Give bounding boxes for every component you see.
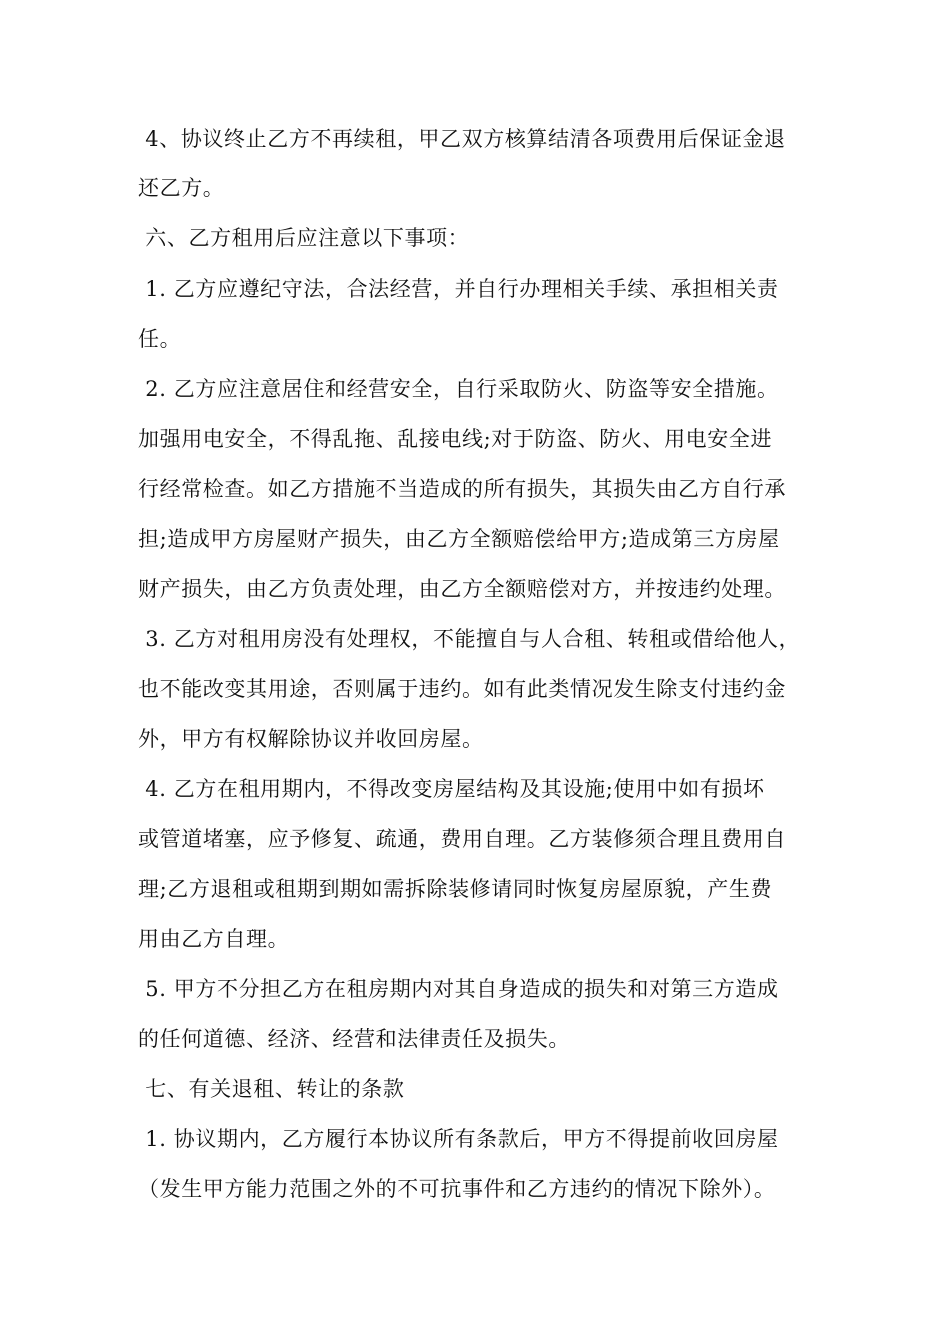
section-heading: 六、乙方租用后应注意以下事项： [138, 226, 470, 250]
text-line: 外，甲方有权解除协议并收回房屋。 [138, 727, 484, 751]
text-line: 财产损失，由乙方负责处理，由乙方全额赔偿对方，并按违约处理。 [138, 577, 786, 601]
text-line: 加强用电安全，不得乱拖、乱接电线;对于防盗、防火、用电安全进 [138, 427, 773, 451]
text-line: 行经常检查。如乙方措施不当造成的所有损失，其损失由乙方自行承 [138, 477, 786, 501]
section-heading: 七、有关退租、转让的条款 [138, 1077, 405, 1101]
text-line: 任。 [138, 327, 182, 351]
text-line: 2. 乙方应注意居住和经营安全，自行采取防火、防盗等安全措施。 [138, 377, 779, 401]
text-line: 4. 乙方在租用期内，不得改变房屋结构及其设施;使用中如有损坏 [138, 777, 765, 801]
text-line: 的任何道德、经济、经营和法律责任及损失。 [138, 1027, 570, 1051]
text-line: 担;造成甲方房屋财产损失，由乙方全额赔偿给甲方;造成第三方房屋 [138, 527, 780, 551]
text-line: 或管道堵塞，应予修复、疏通，费用自理。乙方装修须合理且费用自 [138, 827, 786, 851]
text-line: 5. 甲方不分担乙方在租房期内对其自身造成的损失和对第三方造成 [138, 977, 779, 1001]
text-line: （发生甲方能力范围之外的不可抗事件和乙方违约的情况下除外）。 [138, 1177, 776, 1201]
text-line: 1. 协议期内，乙方履行本协议所有条款后，甲方不得提前收回房屋 [138, 1127, 779, 1151]
text-line: 理;乙方退租或租期到期如需拆除装修请同时恢复房屋原貌，产生费 [138, 877, 773, 901]
text-line: 1. 乙方应遵纪守法，合法经营，并自行办理相关手续、承担相关责 [138, 277, 779, 301]
text-line: 还乙方。 [138, 176, 225, 200]
text-line: 3. 乙方对租用房没有处理权，不能擅自与人合租、转租或借给他人， [138, 627, 801, 651]
text-line: 用由乙方自理。 [138, 927, 290, 951]
text-line: 4、协议终止乙方不再续租，甲乙双方核算结清各项费用后保证金退 [138, 127, 786, 151]
text-line: 也不能改变其用途，否则属于违约。如有此类情况发生除支付违约金 [138, 677, 786, 701]
